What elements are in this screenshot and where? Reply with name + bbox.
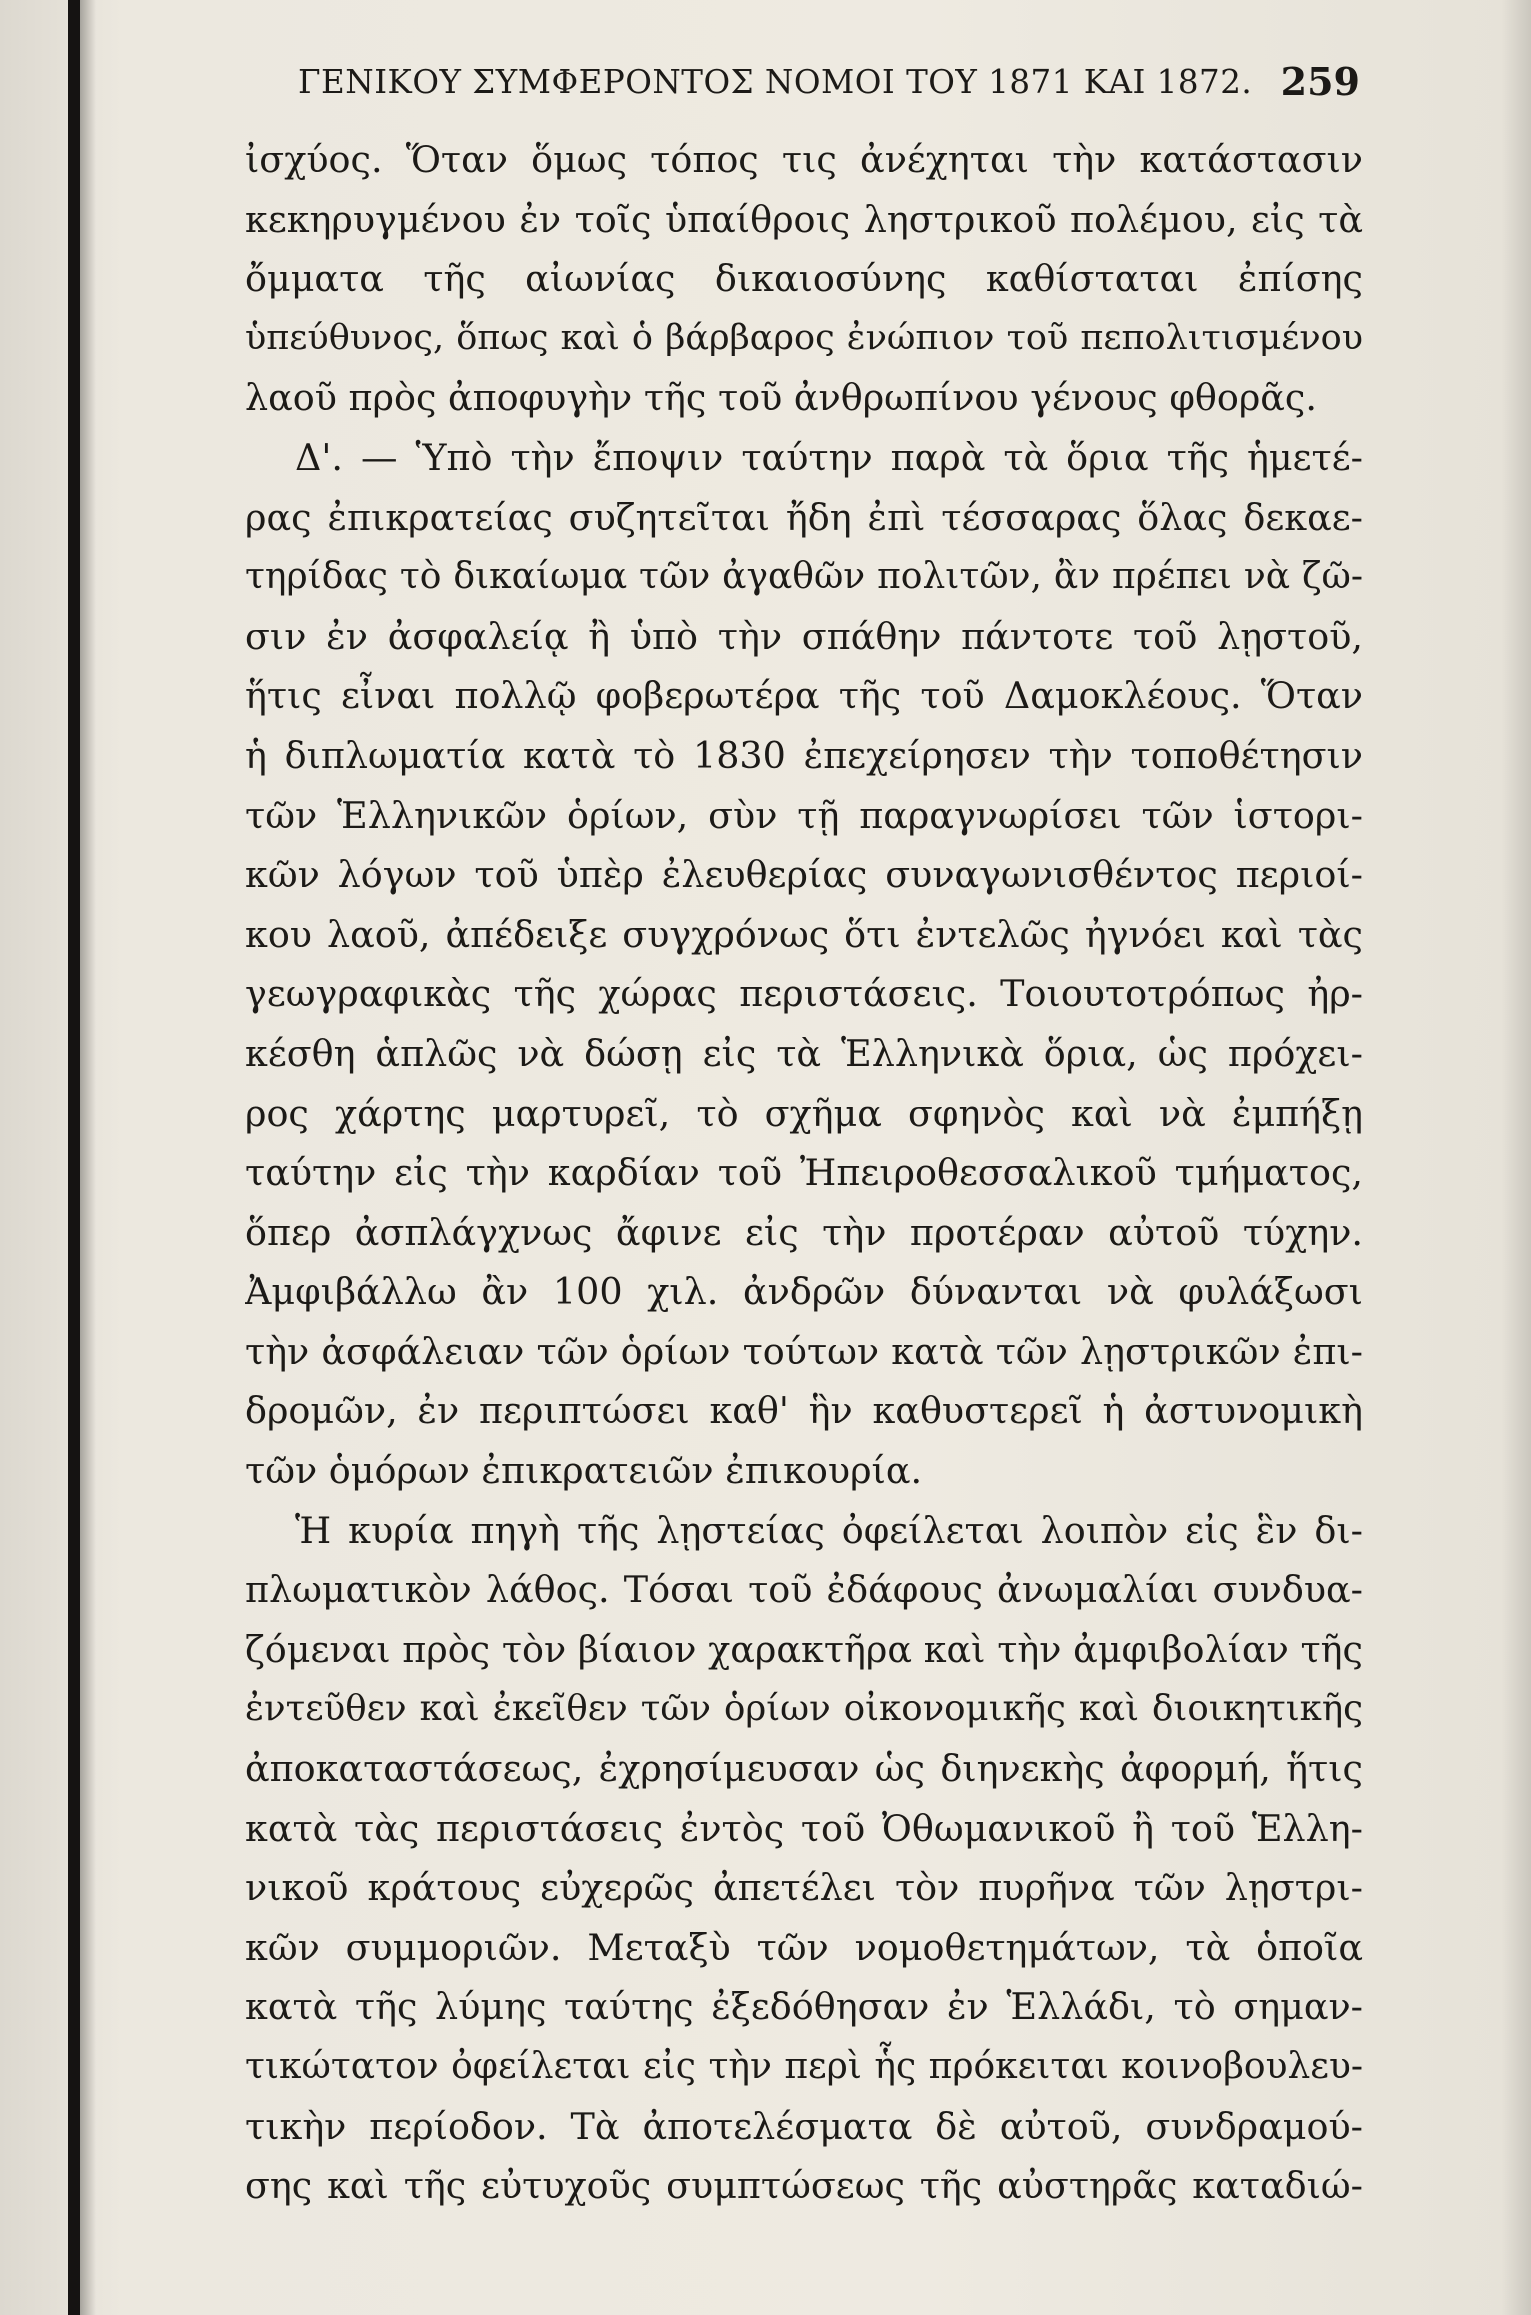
text-line: κεκηρυγμένου ἐν τοῖς ὑπαίθροις ληστρικοῦ πολέμου, εἰς τὰ — [245, 197, 1363, 241]
text-line: ἥτις εἶναι πολλῷ φοβερωτέρα τῆς τοῦ Δαμοκλέους. Ὅταν — [245, 674, 1363, 718]
text-line: λαοῦ πρὸς ἀποφυγὴν τῆς τοῦ ἀνθρωπίνου γένους φθορᾶς. — [245, 376, 1317, 420]
text-line: τὴν ἀσφάλειαν τῶν ὁρίων τούτων κατὰ τῶν λῃστρικῶν ἐπι- — [245, 1329, 1363, 1373]
text-line: σιν ἐν ἀσφαλείᾳ ἢ ὑπὸ τὴν σπάθην πάντοτε τοῦ λῃστοῦ, — [245, 614, 1363, 658]
text-line: κέσθη ἁπλῶς νὰ δώσῃ εἰς τὰ Ἑλληνικὰ ὅρια, ὡς πρόχει- — [245, 1031, 1363, 1075]
text-line: κατὰ τὰς περιστάσεις ἐντὸς τοῦ Ὀθωμανικοῦ ἢ τοῦ Ἑλλη- — [245, 1806, 1363, 1850]
text-line: τῶν Ἑλληνικῶν ὁρίων, σὺν τῇ παραγνωρίσει τῶν ἱστορι- — [245, 793, 1363, 837]
running-header — [298, 52, 1360, 112]
text-line: δρομῶν, ἐν περιπτώσει καθ' ἣν καθυστερεῖ ἡ ἀστυνομικὴ — [245, 1389, 1363, 1433]
text-line: ἰσχύος. Ὅταν ὅμως τόπος τις ἀνέχηται τὴν κατάστασιν — [245, 138, 1363, 181]
spine-shadow — [80, 0, 96, 2315]
text-line: τικὴν περίοδον. Τὰ ἀποτελέσματα δὲ αὐτοῦ, συνδραμού- — [245, 2104, 1363, 2148]
page-number: 259 — [1280, 59, 1360, 104]
text-line: Δ'. — Ὑπὸ τὴν ἔποψιν ταύτην παρὰ τὰ ὅρια τῆς ἡμετέ- — [295, 435, 1363, 479]
text-line: ὑπεύθυνος, ὅπως καὶ ὁ βάρβαρος ἐνώπιον τοῦ πεπολιτισμένου — [245, 317, 1363, 358]
text-line: τικώτατον ὀφείλεται εἰς τὴν περὶ ἧς πρόκειται κοινοβουλευ- — [245, 2046, 1363, 2087]
text-line: ἀποκαταστάσεως, ἐχρησίμευσαν ὡς διηνεκὴς ἀφορμή, ἥτις — [245, 1747, 1363, 1791]
book-spine — [68, 0, 80, 2315]
text-line: κῶν συμμοριῶν. Μεταξὺ τῶν νομοθετημάτων, τὰ ὁποῖα — [245, 1925, 1363, 1969]
text-line: κου λαοῦ, ἀπέδειξε συγχρόνως ὅτι ἐντελῶς ἠγνόει καὶ τὰς — [245, 912, 1363, 956]
page-edge-shadow — [1501, 0, 1531, 2315]
text-line: κατὰ τῆς λύμης ταύτης ἐξεδόθησαν ἐν Ἑλλάδι, τὸ σημαν- — [245, 1985, 1363, 2029]
text-line: ὄμματα τῆς αἰωνίας δικαιοσύνης καθίσταται ἐπίσης — [245, 257, 1363, 301]
text-line: τηρίδας τὸ δικαίωμα τῶν ἀγαθῶν πολιτῶν, ἂν πρέπει νὰ ζῶ- — [245, 556, 1363, 598]
text-line: πλωματικὸν λάθος. Τόσαι τοῦ ἐδάφους ἀνωμαλίαι συνδυα- — [245, 1568, 1363, 1612]
text-line: τῶν ὁμόρων ἐπικρατειῶν ἐπικουρία. — [245, 1449, 923, 1493]
text-line: ὅπερ ἀσπλάγχνως ἄφινε εἰς τὴν προτέραν αὐτοῦ τύχην. — [245, 1210, 1363, 1254]
text-line: ἐντεῦθεν καὶ ἐκεῖθεν τῶν ὁρίων οἰκονομικῆς καὶ διοικητικῆς — [245, 1688, 1363, 1730]
text-line: ζόμεναι πρὸς τὸν βίαιον χαρακτῆρα καὶ τὴν ἀμφιβολίαν τῆς — [245, 1627, 1363, 1671]
text-line: κῶν λόγων τοῦ ὑπὲρ ἐλευθερίας συναγωνισθέντος περιοί- — [245, 853, 1363, 897]
text-line: σης καὶ τῆς εὐτυχοῦς συμπτώσεως τῆς αὐστηρᾶς καταδιώ- — [245, 2164, 1363, 2208]
text-line: νικοῦ κράτους εὐχερῶς ἀπετέλει τὸν πυρῆνα τῶν λῃστρι- — [245, 1866, 1363, 1910]
text-line: ἡ διπλωματία κατὰ τὸ 1830 ἐπεχείρησεν τὴν τοποθέτησιν — [245, 733, 1363, 777]
text-line: ρας ἐπικρατείας συζητεῖται ἤδη ἐπὶ τέσσαρας ὅλας δεκαε- — [245, 495, 1363, 539]
header-title: ΓΕΝΙΚΟΥ ΣΥΜΦΕΡΟΝΤΟΣ ΝΟΜΟΙ ΤΟΥ 1871 ΚΑΙ 1872. — [298, 63, 1253, 101]
text-line: ρος χάρτης μαρτυρεῖ, τὸ σχῆμα σφηνὸς καὶ νὰ ἐμπήξῃ — [245, 1091, 1363, 1135]
text-line: Ἡ κυρία πηγὴ τῆς λῃστείας ὀφείλεται λοιπὸν εἰς ἓν δι- — [295, 1508, 1363, 1552]
text-line: γεωγραφικὰς τῆς χώρας περιστάσεις. Τοιουτοτρόπως ἠρ- — [245, 972, 1363, 1016]
text-line: ταύτην εἰς τὴν καρδίαν τοῦ Ἠπειροθεσσαλικοῦ τμήματος, — [245, 1151, 1363, 1195]
body-text — [245, 130, 1363, 2216]
text-line: Ἀμφιβάλλω ἂν 100 χιλ. ἀνδρῶν δύνανται νὰ φυλάξωσι — [245, 1270, 1363, 1314]
